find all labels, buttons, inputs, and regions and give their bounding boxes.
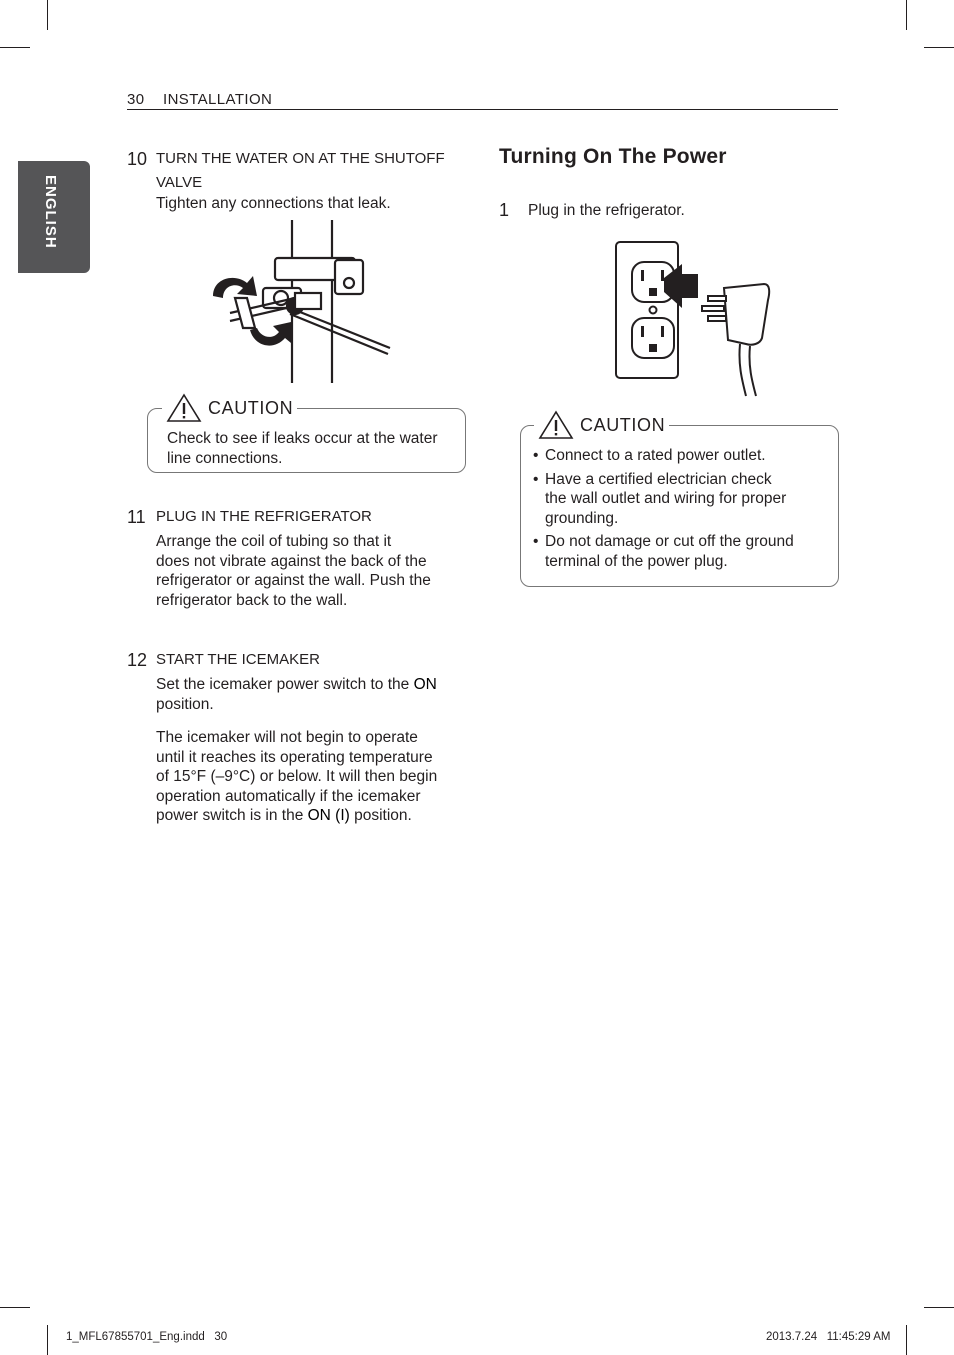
step-10-title-line1: TURN THE WATER ON AT THE SHUTOFF [156, 150, 445, 167]
step-11-text [156, 532, 431, 610]
caution-bullet [533, 446, 829, 466]
caution-leaks-text [167, 429, 438, 468]
outlet-plug-illustration [612, 240, 774, 400]
caution-bullet-line: the wall outlet and wiring for proper [545, 490, 787, 508]
step-12-text: position. [349, 807, 412, 825]
caution-bullet-line: terminal of the power plug. [545, 552, 728, 570]
step-12-text: Set the icemaker power switch to the [156, 676, 414, 693]
step-12-title: START THE ICEMAKER [156, 651, 320, 668]
language-tab [18, 161, 90, 273]
footer-timestamp: 2013.7.24 11:45:29 AM [766, 1331, 891, 1343]
crop-mark [924, 1307, 954, 1308]
page-number: 30 [127, 91, 145, 108]
caution-power-list [533, 446, 829, 576]
step-12-para2 [156, 728, 437, 826]
crop-mark [906, 0, 907, 30]
step-12-line: until it reaches its operating temperature [156, 748, 433, 766]
header-rule [127, 109, 838, 110]
section-title: INSTALLATION [163, 91, 273, 108]
step-12-para1 [156, 675, 437, 714]
step-11-line: refrigerator or against the wall. Push the [156, 572, 431, 590]
footer-file: 1_MFL67855701_Eng.indd 30 [66, 1331, 228, 1343]
step-12-last-line [156, 806, 437, 826]
step-11-line: refrigerator back to the wall. [156, 591, 348, 609]
on-i-label: ON (I) [307, 807, 350, 825]
step-12-line: operation automatically if the icemaker [156, 787, 421, 805]
on-label: ON [413, 676, 437, 693]
warning-triangle-icon [166, 393, 202, 423]
caution-label: CAUTION [580, 414, 666, 435]
language-tab-label: ENGLISH [42, 175, 59, 249]
caution-header-leaks [162, 393, 297, 423]
caution-leaks-line2: line connections. [167, 449, 283, 467]
step-11-title: PLUG IN THE REFRIGERATOR [156, 508, 372, 525]
caution-header-power [534, 410, 669, 440]
caution-bullet [533, 532, 829, 571]
step-10-text: Tighten any connections that leak. [156, 195, 391, 212]
crop-mark [47, 1325, 48, 1355]
step-10-title [156, 147, 445, 195]
caution-bullet-line: • Have a certified electrician check [545, 470, 772, 488]
crop-mark [924, 47, 954, 48]
crop-mark [906, 1325, 907, 1355]
step-12-line: The icemaker will not begin to operate [156, 729, 418, 746]
step-10-title-line2: VALVE [156, 174, 203, 191]
caution-label: CAUTION [208, 397, 294, 418]
caution-leaks-line1: Check to see if leaks occur at the water [167, 430, 438, 447]
step-12-number: 12 [127, 650, 148, 670]
step-11-line: does not vibrate against the back of the [156, 552, 427, 570]
step-10-number: 10 [127, 149, 148, 169]
caution-bullet-line: • Do not damage or cut off the ground [545, 533, 794, 551]
power-step-text: Plug in the refrigerator. [528, 202, 685, 219]
caution-bullet-line: • Connect to a rated power outlet. [545, 447, 766, 464]
step-12-line: of 15°F (–9°C) or below. It will then begin [156, 768, 438, 786]
step-11-number: 11 [127, 507, 146, 527]
step-12-para1-line1 [156, 675, 437, 695]
caution-bullet-line: grounding. [545, 509, 619, 527]
step-11-line: Arrange the coil of tubing so that it [156, 533, 392, 550]
valve-illustration [195, 218, 400, 388]
step-12-para1-line2: position. [156, 695, 214, 713]
caution-bullet [533, 470, 829, 529]
warning-triangle-icon [538, 410, 574, 440]
power-heading: Turning On The Power [499, 145, 727, 168]
power-step-number: 1 [499, 200, 510, 220]
step-12-text: power switch is in the [156, 807, 308, 825]
crop-mark [47, 0, 48, 30]
crop-mark [0, 1307, 30, 1308]
crop-mark [0, 47, 30, 48]
